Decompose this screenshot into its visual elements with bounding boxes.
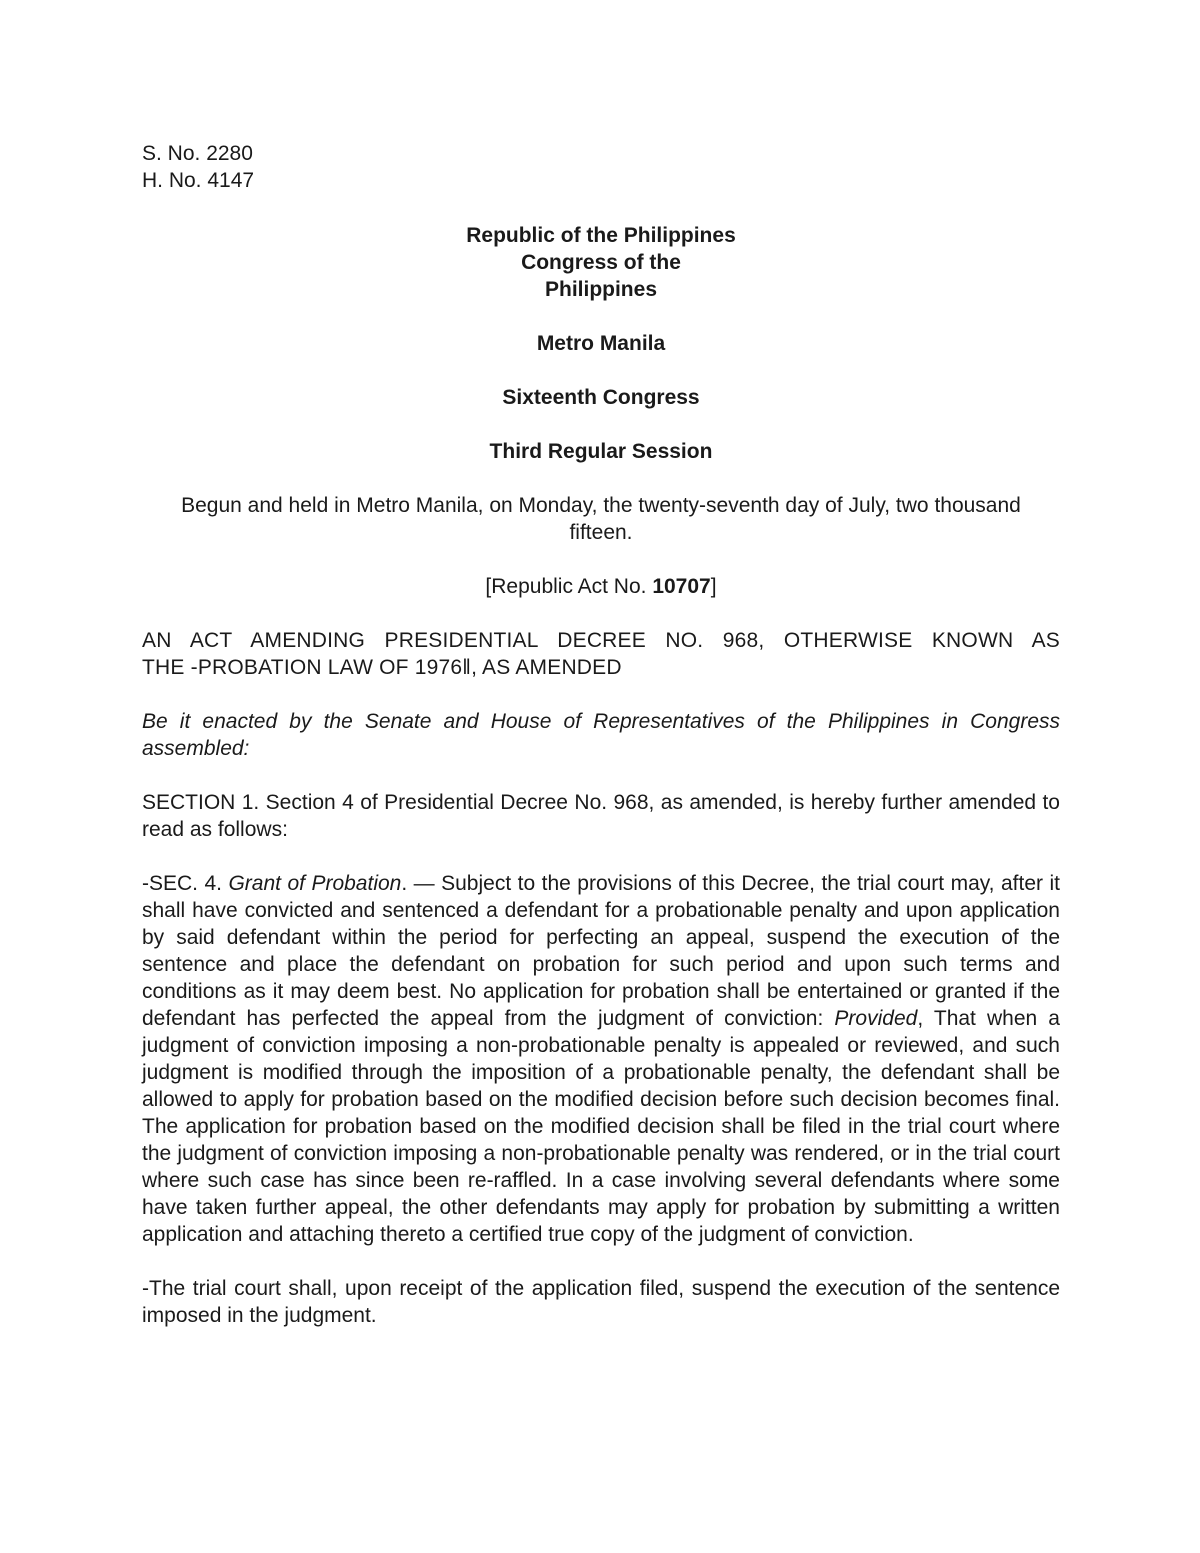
section-1: SECTION 1. Section 4 of Presidential Decree No. 968, as amended, is hereby further amended to read as follows: <box>142 791 1060 841</box>
act-title-line1: AN ACT AMENDING PRESIDENTIAL DECREE NO. 968, OTHERWISE KNOWN AS <box>142 629 1060 652</box>
trial-court-paragraph: -The trial court shall, upon receipt of the application filed, suspend the execution of the sentence imposed in the judgment. <box>142 1277 1060 1327</box>
sec4-part2: , That when a judgment of conviction imposing a non-probationable penalty is appealed or reviewed, and such judgment is modified through the imposition of a probationable penalty, the defendant shall be allowed to apply for probation based on the modified decision before such decision becomes final. The application for probation based on the modified decision shall be filed in the trial court where the judgment of conviction imposing a non-probationable penalty was rendered, or in the trial court where such case has since been re-raffled. In a case involving several defendants where some have taken further appeal, the other defendants may apply for probation by submitting a written application and attaching thereto a certified true copy of the judgment of conviction. <box>142 1007 1060 1246</box>
act-suffix: ] <box>710 575 717 598</box>
republic-act-number <box>142 573 1060 600</box>
sec4-heading: Grant of Probation <box>228 872 402 895</box>
document-page <box>142 140 1060 1329</box>
act-number: 10707 <box>652 575 711 598</box>
act-title-line2: THE -PROBATION LAW OF 1976‖, AS AMENDED <box>142 656 622 679</box>
senate-bill-number: S. No. 2280 <box>142 142 253 165</box>
header-block <box>142 222 1060 465</box>
begun-statement: Begun and held in Metro Manila, on Monday, the twenty-seventh day of July, two thousand fifteen. <box>181 494 1021 544</box>
sec4-proviso: Provided <box>834 1007 918 1030</box>
house-bill-number: H. No. 4147 <box>142 169 255 192</box>
header-philippines: Philippines <box>544 278 657 301</box>
bill-numbers <box>142 140 1060 194</box>
act-title <box>142 627 1060 681</box>
header-republic: Republic of the Philippines <box>466 224 736 247</box>
sec4-lead: -SEC. 4. <box>142 872 229 895</box>
header-congress-number: Sixteenth Congress <box>502 386 700 409</box>
sec4-part1: . — Subject to the provisions of this Decree, the trial court may, after it shall have convicted and sentenced a defendant for a probationable penalty and upon application by said defendant within the period for perfecting an appeal, suspend the execution of the sentence and place the defendant on probation for such period and upon such terms and conditions as it may deem best. No application for probation shall be entertained or granted if the defendant has perfected the appeal from the judgment of conviction: <box>142 872 1060 1030</box>
header-session: Third Regular Session <box>489 440 713 463</box>
act-prefix: [Republic Act No. <box>485 575 653 598</box>
header-location: Metro Manila <box>536 332 666 355</box>
section-4-text <box>142 870 1060 1248</box>
header-congress-of: Congress of the <box>521 251 681 274</box>
enacting-clause: Be it enacted by the Senate and House of Representatives of the Philippines in Congress assembled: <box>142 710 1060 760</box>
